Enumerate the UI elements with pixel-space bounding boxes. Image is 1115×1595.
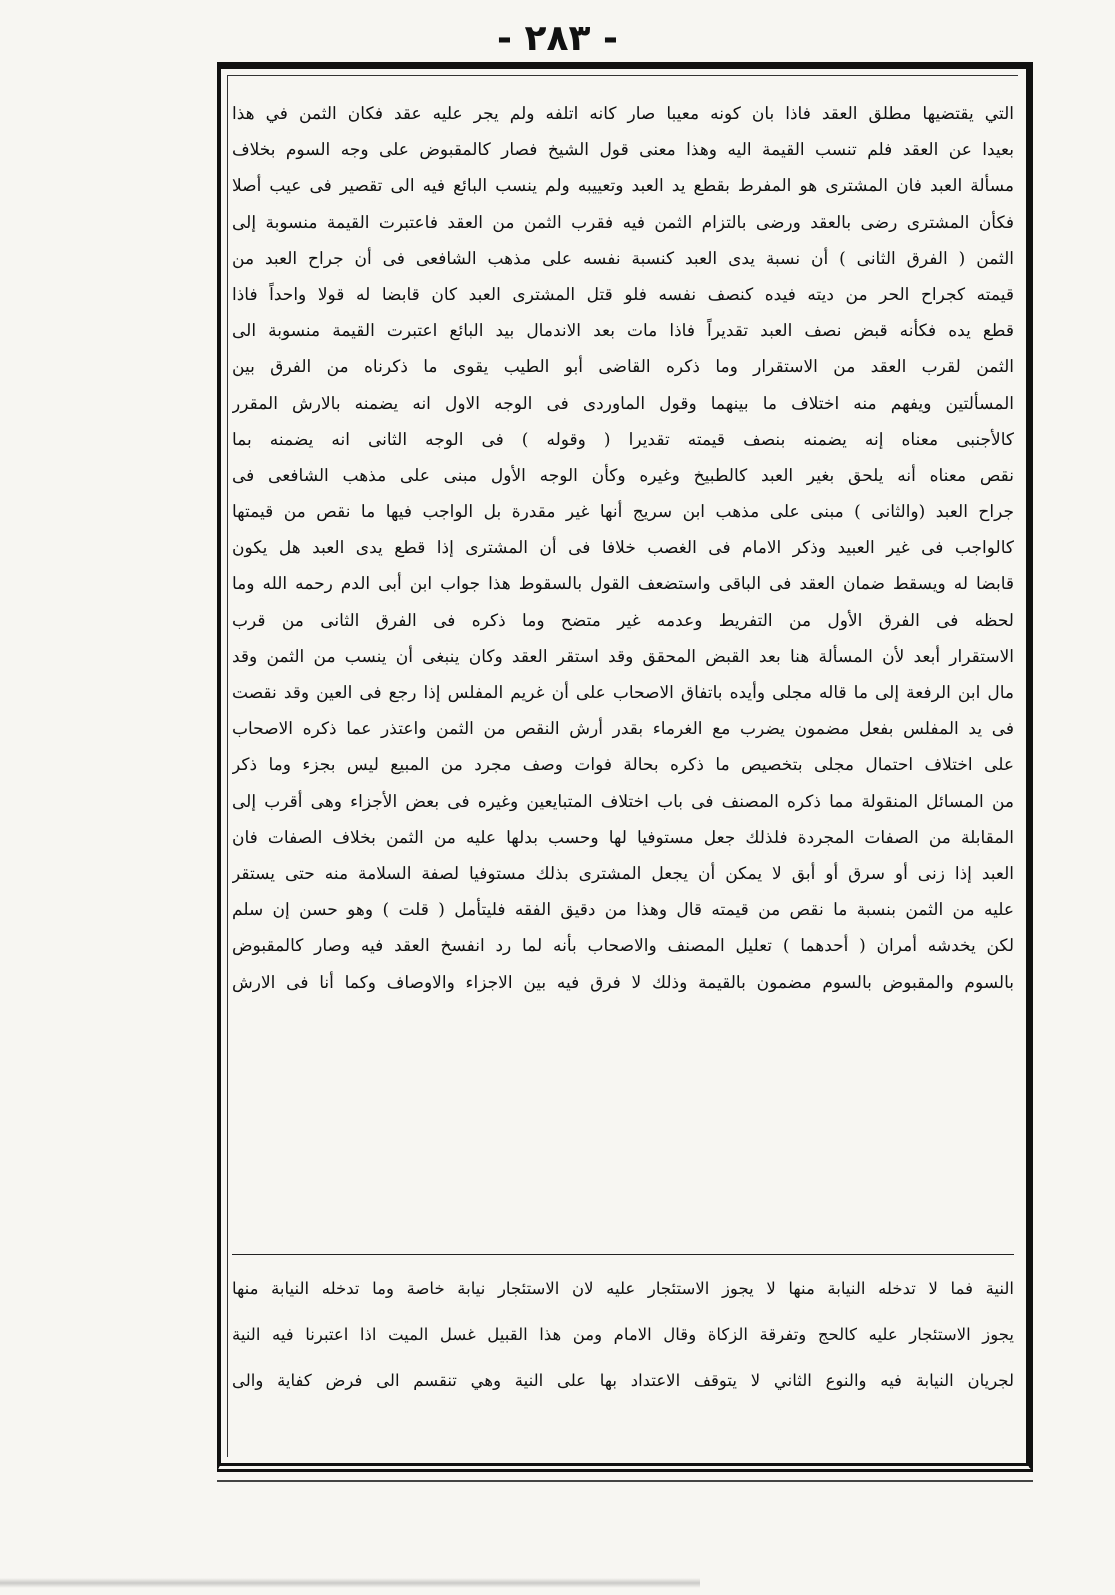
text-line: مسألة العبد فان المشترى هو المفرط بقطع يد العبد وتعييبه ولم ينسب البائع فيه الى تقصير فى عيب أصلا [232, 176, 1014, 197]
text-line: التي يقتضيها مطلق العقد فاذا بان كونه معيبا صار كانه اتلفه ولم يجر عليه عقد فكان الثمن في هذا [232, 104, 1014, 124]
text-line: العبد إذا زنى أو سرق أو أبق لا يمكن أن يجعل المشترى بذلك مستوفيا لصفة السلامة منه حتى يستقر [232, 863, 1014, 884]
text-line: لحظه فى الفرق الأول من التفريط وعدمه غير متضح وما ذكره فى الفرق الثانى من قرب [232, 610, 1014, 631]
scan-edge-shadow [0, 1578, 700, 1588]
text-line: على اختلاف احتمال مجلى بتخصيص ما ذكره بحالة فوات وصف مجرد من المبيع ليس بجزء وما ذكر [232, 755, 1014, 776]
text-line: المسألتين ويفهم منه اختلاف ما بينهما وقول الماوردى فى الوجه الاول انه يضمنه بالارش المقرر [232, 393, 1014, 414]
page-number: - ٢٨٣ - [497, 18, 618, 59]
bottom-rule [217, 1480, 1033, 1482]
text-line: نقص معناه أنه يلحق بغير العبد كالطبيخ وغيره وكأن الوجه الأول مبنى على مذهب الشافعى فى [232, 465, 1014, 486]
text-line: جراح العبد (والثانى ) مبنى على مذهب ابن سريج أنها غير مقدرة بل الواجب فيها ما نقص من قيمتها [232, 502, 1014, 523]
text-line: قيمته كجراح الحر من ديته فيده كنصف نفسه فلو قتل المشترى العبد كان قابضا له قولا واحداً فاذا [232, 284, 1014, 305]
footnote-block [232, 1266, 1014, 1404]
text-line: الثمن لقرب العقد من الاستقرار وما ذكره القاضى أبو الطيب يقوى ما ذكرناه من الفرق بين [232, 357, 1014, 378]
footnote-divider [232, 1254, 1014, 1255]
footnote-line: النية فما لا تدخله النيابة منها لا يجوز الاستئجار عليه لان الاستئجار نيابة خاصة وما تدخله النيابة منها [232, 1279, 1014, 1298]
text-line: الثمن ( الفرق الثانى ) أن نسبة يدى العبد كنسبة نفسه على مذهب الشافعى فى أن جراح العبد من [232, 248, 1014, 269]
text-line: من المسائل المنقولة مما ذكره المصنف فى باب اختلاف المتبايعين وغيره فى بعض الأجزاء وهى أقرب إلى [232, 791, 1014, 812]
text-line: الاستقرار أبعد لأن المسألة هنا بعد القبض المحقق وقد استقر العقد وكان ينبغى أن ينسب من الثمن وقد [232, 646, 1014, 667]
text-line: لكن يخدشه أمران ( أحدهما ) تعليل المصنف والاصحاب بأنه لما رد انفسخ العقد فيه وصار كالمقبوض [232, 936, 1014, 957]
text-line: قطع يده فكأنه قبض نصف العبد تقديراً فاذا مات بعد الاندمال بيد البائع اعتبرت القيمة منسوبة الى [232, 321, 1014, 342]
text-line: المقابلة من الصفات المجردة فلذلك جعل مستوفيا لها وحسب بدلها عليه من الثمن بخلاف الصفات فان [232, 827, 1014, 848]
text-line: عليه من الثمن بنسبة ما نقص من قيمته قال وهذا من دقيق الفقه فليتأمل ( قلت ) وهو حسن إن سلم [232, 900, 1014, 921]
text-line: فكأن المشترى رضى بالعقد ورضى بالتزام الثمن فيه فقرب الثمن من العقد فاعتبرت القيمة منسوبة إلى [232, 212, 1014, 233]
text-line: كالأجنبى معناه إنه يضمنه بنصف قيمته تقديرا ( وقوله ) فى الوجه الثانى انه يضمنه بما [232, 429, 1014, 450]
footnote-line: يجوز الاستئجار عليه كالحج وتفرقة الزكاة وقال الامام ومن هذا القبيل غسل الميت اذا اعتبرنا فيه النية [232, 1325, 1014, 1344]
text-line: بعيدا عن العقد فلم تنسب القيمة اليه وهذا معنى قول الشيخ فصار كالمقبوض على وجه السوم بخلاف [232, 140, 1014, 161]
main-text-block [232, 96, 1014, 1001]
text-line: قابضا له ويسقط ضمان العقد فى الباقى واستضعف القول بالسقوط هذا جواب ابن أبى الدم رحمه الله وما [232, 574, 1014, 595]
text-line: كالواجب فى غير العبيد وذكر الامام فى الغصب خلافا فى أن المشترى إذا قطع يدى العبد هل يكون [232, 538, 1014, 559]
text-line: بالسوم والمقبوض بالسوم مضمون بالقيمة وذلك لا فرق فيه بين الاجزاء والاوصاف وكما أنا فى الارش [232, 972, 1014, 993]
text-line: فى يد المفلس بفعل مضمون يضرب مع الغرماء بقدر أرش النقص من الثمن واعتذر عما ذكره الاصحاب [232, 719, 1014, 740]
text-line: مال ابن الرفعة إلى ما قاله مجلى وأيده باتفاق الاصحاب على أن غريم المفلس إذا رجع فى العين وقد نقصت [232, 683, 1014, 703]
footnote-line: لجريان النيابة فيه والنوع الثاني لا يتوقف الاعتداد بها على النية وهي تنقسم الى فرض كفاية والى [232, 1371, 1014, 1390]
